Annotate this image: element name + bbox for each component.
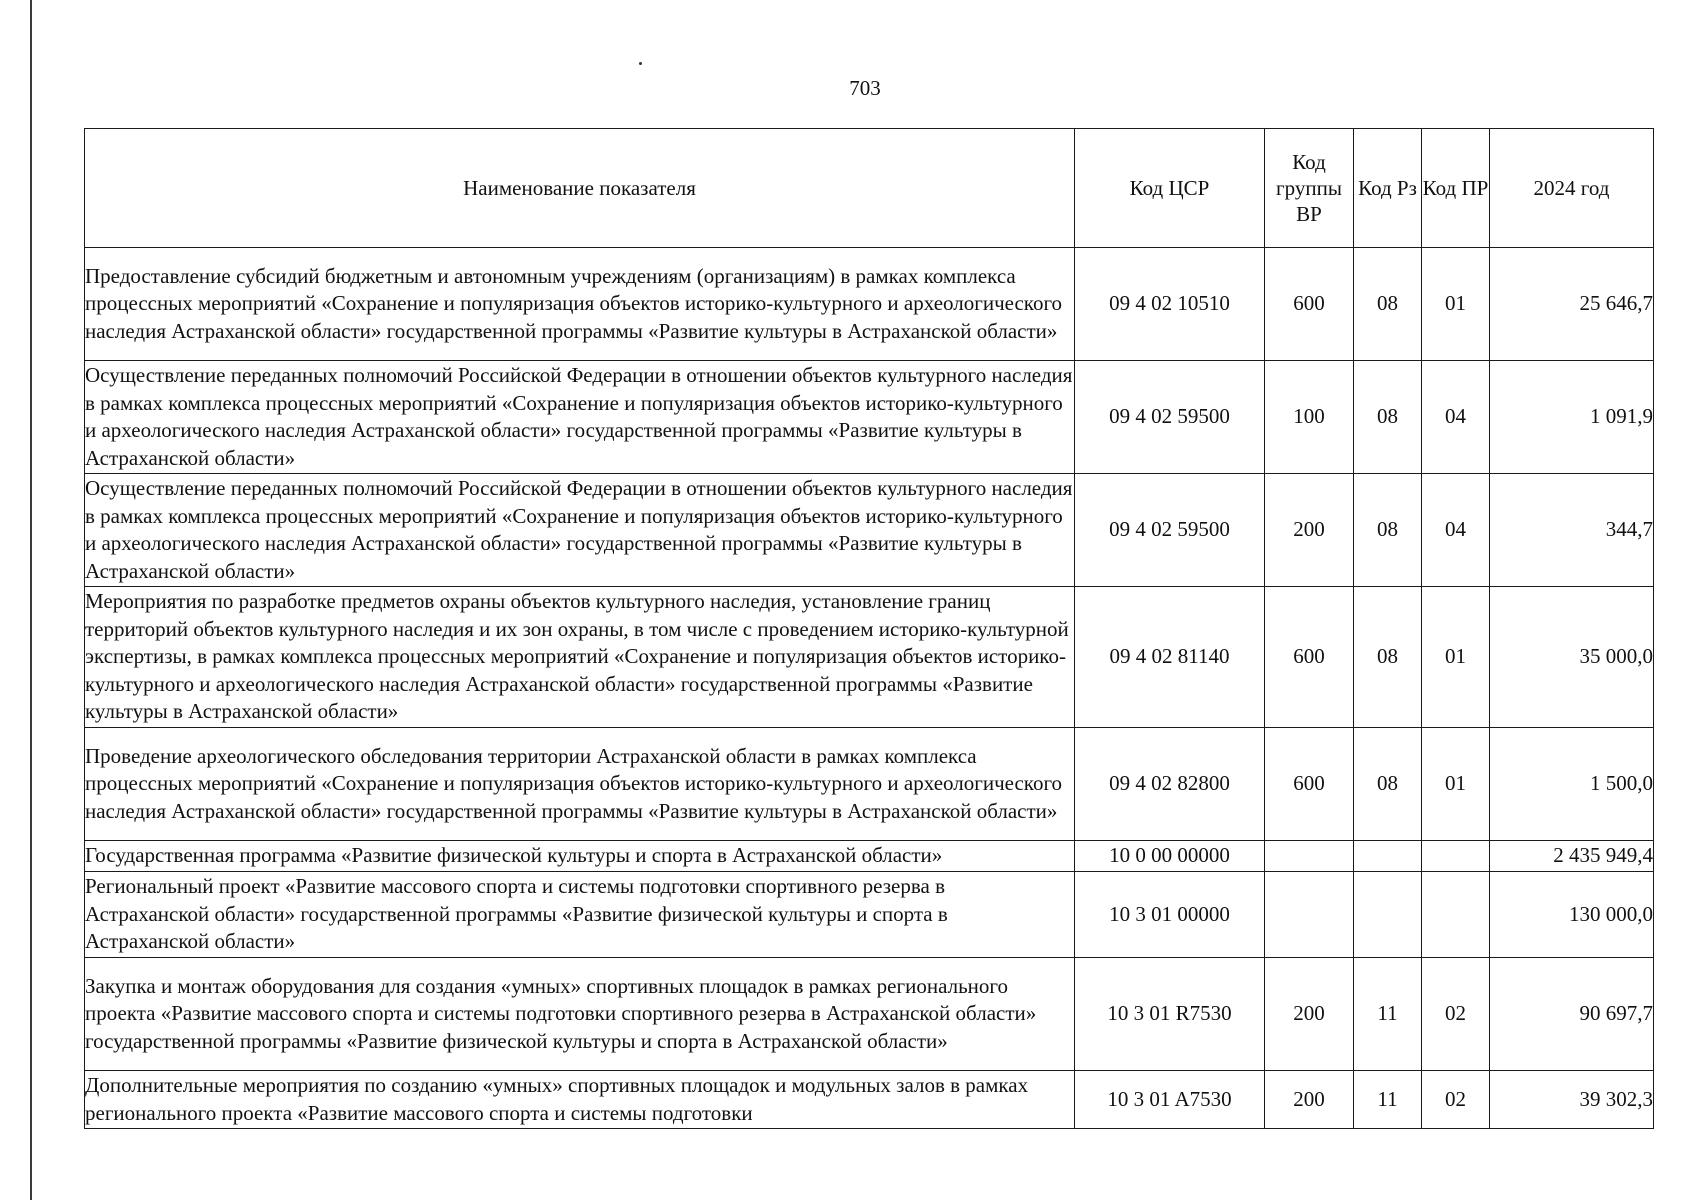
row-csr-code: 10 3 01 A7530 [1075, 1071, 1265, 1129]
row-csr-code: 09 4 02 10510 [1075, 248, 1265, 361]
row-vr-code: 600 [1265, 728, 1354, 841]
row-pr-code: 02 [1422, 958, 1490, 1071]
row-pr-code: 04 [1422, 361, 1490, 474]
row-pr-code [1422, 872, 1490, 958]
row-amount: 2 435 949,4 [1490, 841, 1654, 872]
row-name: Осуществление переданных полномочий Российской Федерации в отношении объектов культурного наследия в рамках комплекса процессных мероприятий «Сохранение и популяризация объектов историко-культурного и археологического наследия Астраханской области» государственной программы «Развитие культуры в Астраханской области» [85, 474, 1075, 587]
row-vr-code: 100 [1265, 361, 1354, 474]
row-amount: 25 646,7 [1490, 248, 1654, 361]
header-rz-code: Код Рз [1354, 129, 1422, 248]
row-name: Осуществление переданных полномочий Российской Федерации в отношении объектов культурного наследия в рамках комплекса процессных мероприятий «Сохранение и популяризация объектов историко-культурного и археологического наследия Астраханской области» государственной программы «Развитие культуры в Астраханской области» [85, 361, 1075, 474]
table-row [85, 248, 1654, 361]
scan-edge-line [30, 0, 32, 1200]
page-number: 703 [849, 76, 881, 100]
row-csr-code: 09 4 02 59500 [1075, 474, 1265, 587]
row-name: Региональный проект «Развитие массового спорта и системы подготовки спортивного резерва в Астраханской области» государственной программы «Развитие физической культуры и спорта в Астраханской области» [85, 872, 1075, 958]
row-csr-code: 09 4 02 81140 [1075, 587, 1265, 728]
header-csr-code: Код ЦСР [1075, 129, 1265, 248]
header-vr-code: Код группы ВР [1265, 129, 1354, 248]
row-rz-code: 08 [1354, 248, 1422, 361]
row-vr-code: 200 [1265, 958, 1354, 1071]
row-rz-code: 11 [1354, 958, 1422, 1071]
table-row [85, 728, 1654, 841]
header-year: 2024 год [1490, 129, 1654, 248]
row-csr-code: 09 4 02 59500 [1075, 361, 1265, 474]
row-csr-code: 10 3 01 R7530 [1075, 958, 1265, 1071]
row-amount: 35 000,0 [1490, 587, 1654, 728]
row-amount: 130 000,0 [1490, 872, 1654, 958]
row-name: Проведение археологического обследования территории Астраханской области в рамках комплекса процессных мероприятий «Сохранение и популяризация объектов историко-культурного и археологического наследия Астраханской области» государственной программы «Развитие культуры в Астраханской области» [85, 728, 1075, 841]
row-pr-code: 04 [1422, 474, 1490, 587]
header-name: Наименование показателя [85, 129, 1075, 248]
row-rz-code: 08 [1354, 728, 1422, 841]
row-amount: 90 697,7 [1490, 958, 1654, 1071]
row-pr-code [1422, 841, 1490, 872]
row-vr-code: 600 [1265, 248, 1354, 361]
row-pr-code: 02 [1422, 1071, 1490, 1129]
table-header-row [85, 129, 1654, 248]
row-amount: 39 302,3 [1490, 1071, 1654, 1129]
row-amount: 1 091,9 [1490, 361, 1654, 474]
table-row [85, 841, 1654, 872]
row-rz-code: 11 [1354, 1071, 1422, 1129]
row-pr-code: 01 [1422, 248, 1490, 361]
row-name: Мероприятия по разработке предметов охраны объектов культурного наследия, установление границ территорий объектов культурного наследия и их зон охраны, в том числе с проведением историко-культурной экспертизы, в рамках комплекса процессных мероприятий «Сохранение и популяризация объектов историко-культурного и археологического наследия Астраханской области» государственной программы «Развитие культуры в Астраханской области» [85, 587, 1075, 728]
row-rz-code: 08 [1354, 361, 1422, 474]
row-vr-code: 600 [1265, 587, 1354, 728]
scan-speck [639, 62, 642, 65]
row-csr-code: 10 0 00 00000 [1075, 841, 1265, 872]
row-pr-code: 01 [1422, 728, 1490, 841]
table-row [85, 587, 1654, 728]
row-vr-code: 200 [1265, 474, 1354, 587]
budget-table [84, 128, 1654, 1129]
row-name: Закупка и монтаж оборудования для создания «умных» спортивных площадок в рамках регионального проекта «Развитие массового спорта и системы подготовки спортивного резерва в Астраханской области» государственной программы «Развитие физической культуры и спорта в Астраханской области» [85, 958, 1075, 1071]
table-row [85, 958, 1654, 1071]
row-vr-code [1265, 841, 1354, 872]
row-csr-code: 10 3 01 00000 [1075, 872, 1265, 958]
header-pr-code: Код ПР [1422, 129, 1490, 248]
row-rz-code [1354, 841, 1422, 872]
row-vr-code: 200 [1265, 1071, 1354, 1129]
row-amount: 1 500,0 [1490, 728, 1654, 841]
table-row [85, 361, 1654, 474]
row-csr-code: 09 4 02 82800 [1075, 728, 1265, 841]
table-row [85, 474, 1654, 587]
row-rz-code [1354, 872, 1422, 958]
row-name: Предоставление субсидий бюджетным и автономным учреждениям (организациям) в рамках комплекса процессных мероприятий «Сохранение и популяризация объектов историко-культурного и археологического наследия Астраханской области» государственной программы «Развитие культуры в Астраханской области» [85, 248, 1075, 361]
table-row [85, 1071, 1654, 1129]
row-rz-code: 08 [1354, 474, 1422, 587]
table-row [85, 872, 1654, 958]
row-rz-code: 08 [1354, 587, 1422, 728]
row-vr-code [1265, 872, 1354, 958]
row-name: Государственная программа «Развитие физической культуры и спорта в Астраханской области» [85, 841, 1075, 872]
row-pr-code: 01 [1422, 587, 1490, 728]
row-name: Дополнительные мероприятия по созданию «умных» спортивных площадок и модульных залов в рамках регионального проекта «Развитие массового спорта и системы подготовки [85, 1071, 1075, 1129]
row-amount: 344,7 [1490, 474, 1654, 587]
